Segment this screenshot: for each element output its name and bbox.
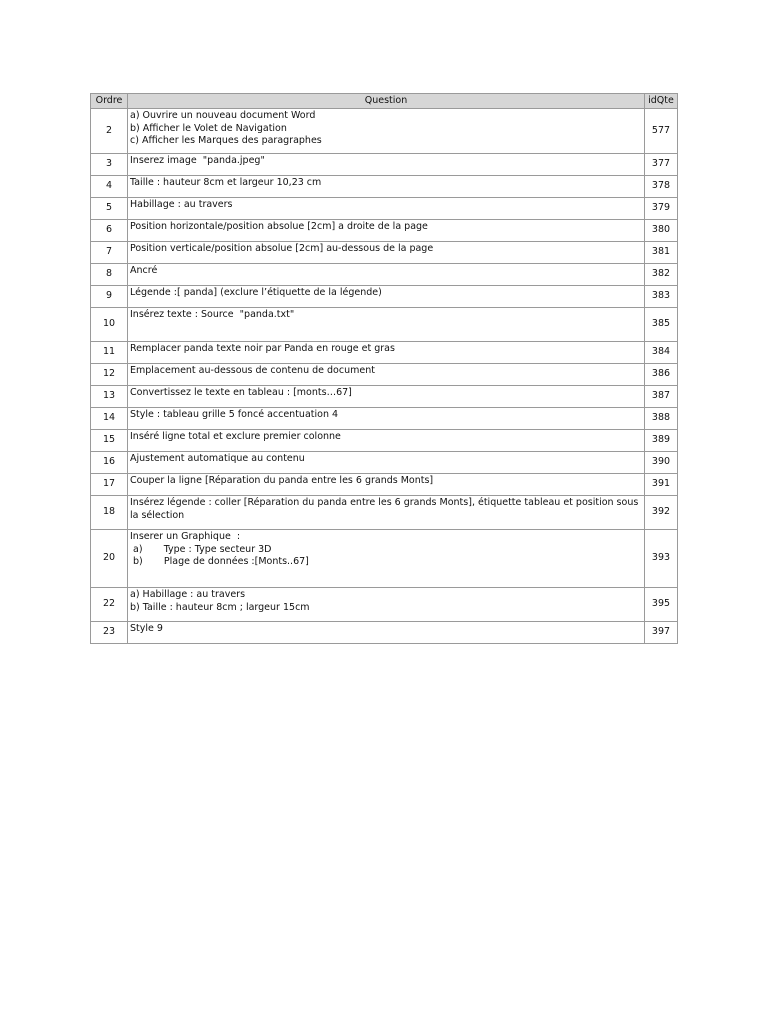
question-cell [128, 220, 645, 242]
question-line: Insérez légende : coller [Réparation du panda entre les 6 grands Monts], étiquette tableau et position sous la sélection [130, 497, 642, 521]
question-line: Style : tableau grille 5 foncé accentuation 4 [130, 409, 339, 420]
question-line: Ancré [130, 265, 158, 276]
question-cell [128, 386, 645, 408]
ordre-cell: 16 [91, 452, 128, 474]
question-line: Légende :[ panda] (exclure l’étiquette de la légende) [130, 287, 382, 298]
idqte-cell: 397 [645, 622, 678, 644]
question-cell [128, 109, 645, 154]
question-line: Convertissez le texte en tableau : [monts…67] [130, 387, 352, 398]
header-ordre: Ordre [91, 94, 128, 109]
ordre-cell: 20 [91, 530, 128, 588]
question-line: a) Ouvrire un nouveau document Word [130, 110, 316, 121]
idqte-cell: 384 [645, 342, 678, 364]
ordre-cell: 15 [91, 430, 128, 452]
table-row [91, 430, 678, 452]
ordre-cell: 6 [91, 220, 128, 242]
question-cell [128, 286, 645, 308]
question-cell [128, 430, 645, 452]
idqte-cell: 391 [645, 474, 678, 496]
table-row [91, 242, 678, 264]
idqte-cell: 386 [645, 364, 678, 386]
table-row [91, 286, 678, 308]
idqte-cell: 390 [645, 452, 678, 474]
question-line: a) Habillage : au travers [130, 589, 246, 600]
question-cell [128, 408, 645, 430]
idqte-cell: 387 [645, 386, 678, 408]
table-row [91, 198, 678, 220]
table-header-row [91, 94, 678, 109]
question-cell [128, 264, 645, 286]
question-cell [128, 496, 645, 530]
question-line: b) Afficher le Volet de Navigation [130, 122, 287, 134]
header-question: Question [128, 94, 645, 109]
ordre-cell: 5 [91, 198, 128, 220]
question-line: Habillage : au travers [130, 199, 233, 210]
question-line: Position verticale/position absolue [2cm] au-dessous de la page [130, 243, 434, 254]
idqte-cell: 577 [645, 109, 678, 154]
table-row [91, 154, 678, 176]
question-cell [128, 308, 645, 342]
idqte-cell: 377 [645, 154, 678, 176]
idqte-cell: 378 [645, 176, 678, 198]
ordre-cell: 4 [91, 176, 128, 198]
table-row [91, 109, 678, 154]
idqte-cell: 389 [645, 430, 678, 452]
ordre-cell: 11 [91, 342, 128, 364]
table-body [91, 109, 678, 644]
question-cell [128, 622, 645, 644]
table-row [91, 264, 678, 286]
header-idqte: idQte [645, 94, 678, 109]
exercise-table [90, 93, 678, 644]
table-row [91, 386, 678, 408]
table-row [91, 474, 678, 496]
ordre-cell: 17 [91, 474, 128, 496]
question-cell [128, 530, 645, 588]
question-line: Inserer un Graphique : [130, 531, 241, 542]
table-row [91, 176, 678, 198]
question-line: c) Afficher les Marques des paragraphes [130, 135, 322, 146]
idqte-cell: 388 [645, 408, 678, 430]
question-line: Couper la ligne [Réparation du panda entre les 6 grands Monts] [130, 475, 434, 486]
table-row [91, 452, 678, 474]
question-line: Style 9 [130, 623, 163, 634]
question-line: b) Taille : hauteur 8cm ; largeur 15cm [130, 601, 310, 613]
table-row [91, 342, 678, 364]
question-line: b) Plage de données :[Monts..67] [130, 556, 309, 567]
idqte-cell: 379 [645, 198, 678, 220]
question-cell [128, 242, 645, 264]
ordre-cell: 14 [91, 408, 128, 430]
idqte-cell: 395 [645, 588, 678, 622]
idqte-cell: 381 [645, 242, 678, 264]
question-line: a) Type : Type secteur 3D [130, 543, 272, 555]
table-row [91, 622, 678, 644]
table-row [91, 588, 678, 622]
question-cell [128, 364, 645, 386]
question-line: Ajustement automatique au contenu [130, 453, 305, 464]
ordre-cell: 22 [91, 588, 128, 622]
table-row [91, 308, 678, 342]
table-row [91, 220, 678, 242]
question-line: Remplacer panda texte noir par Panda en rouge et gras [130, 343, 395, 354]
table-row [91, 530, 678, 588]
ordre-cell: 13 [91, 386, 128, 408]
table-row [91, 408, 678, 430]
table-row [91, 364, 678, 386]
question-cell [128, 198, 645, 220]
idqte-cell: 380 [645, 220, 678, 242]
question-cell [128, 342, 645, 364]
question-cell [128, 474, 645, 496]
ordre-cell: 12 [91, 364, 128, 386]
question-line: Taille : hauteur 8cm et largeur 10,23 cm [130, 177, 322, 188]
ordre-cell: 10 [91, 308, 128, 342]
question-cell [128, 154, 645, 176]
question-line: Emplacement au-dessous de contenu de document [130, 365, 375, 376]
question-cell [128, 176, 645, 198]
question-line: Position horizontale/position absolue [2cm] a droite de la page [130, 221, 428, 232]
idqte-cell: 382 [645, 264, 678, 286]
idqte-cell: 392 [645, 496, 678, 530]
ordre-cell: 18 [91, 496, 128, 530]
idqte-cell: 385 [645, 308, 678, 342]
question-cell [128, 588, 645, 622]
table-row [91, 496, 678, 530]
idqte-cell: 383 [645, 286, 678, 308]
ordre-cell: 8 [91, 264, 128, 286]
question-cell [128, 452, 645, 474]
question-line: Insérez texte : Source "panda.txt" [130, 309, 295, 320]
question-line: Inséré ligne total et exclure premier colonne [130, 431, 341, 442]
ordre-cell: 9 [91, 286, 128, 308]
ordre-cell: 3 [91, 154, 128, 176]
ordre-cell: 2 [91, 109, 128, 154]
idqte-cell: 393 [645, 530, 678, 588]
question-line: Inserez image "panda.jpeg" [130, 155, 265, 166]
ordre-cell: 23 [91, 622, 128, 644]
ordre-cell: 7 [91, 242, 128, 264]
